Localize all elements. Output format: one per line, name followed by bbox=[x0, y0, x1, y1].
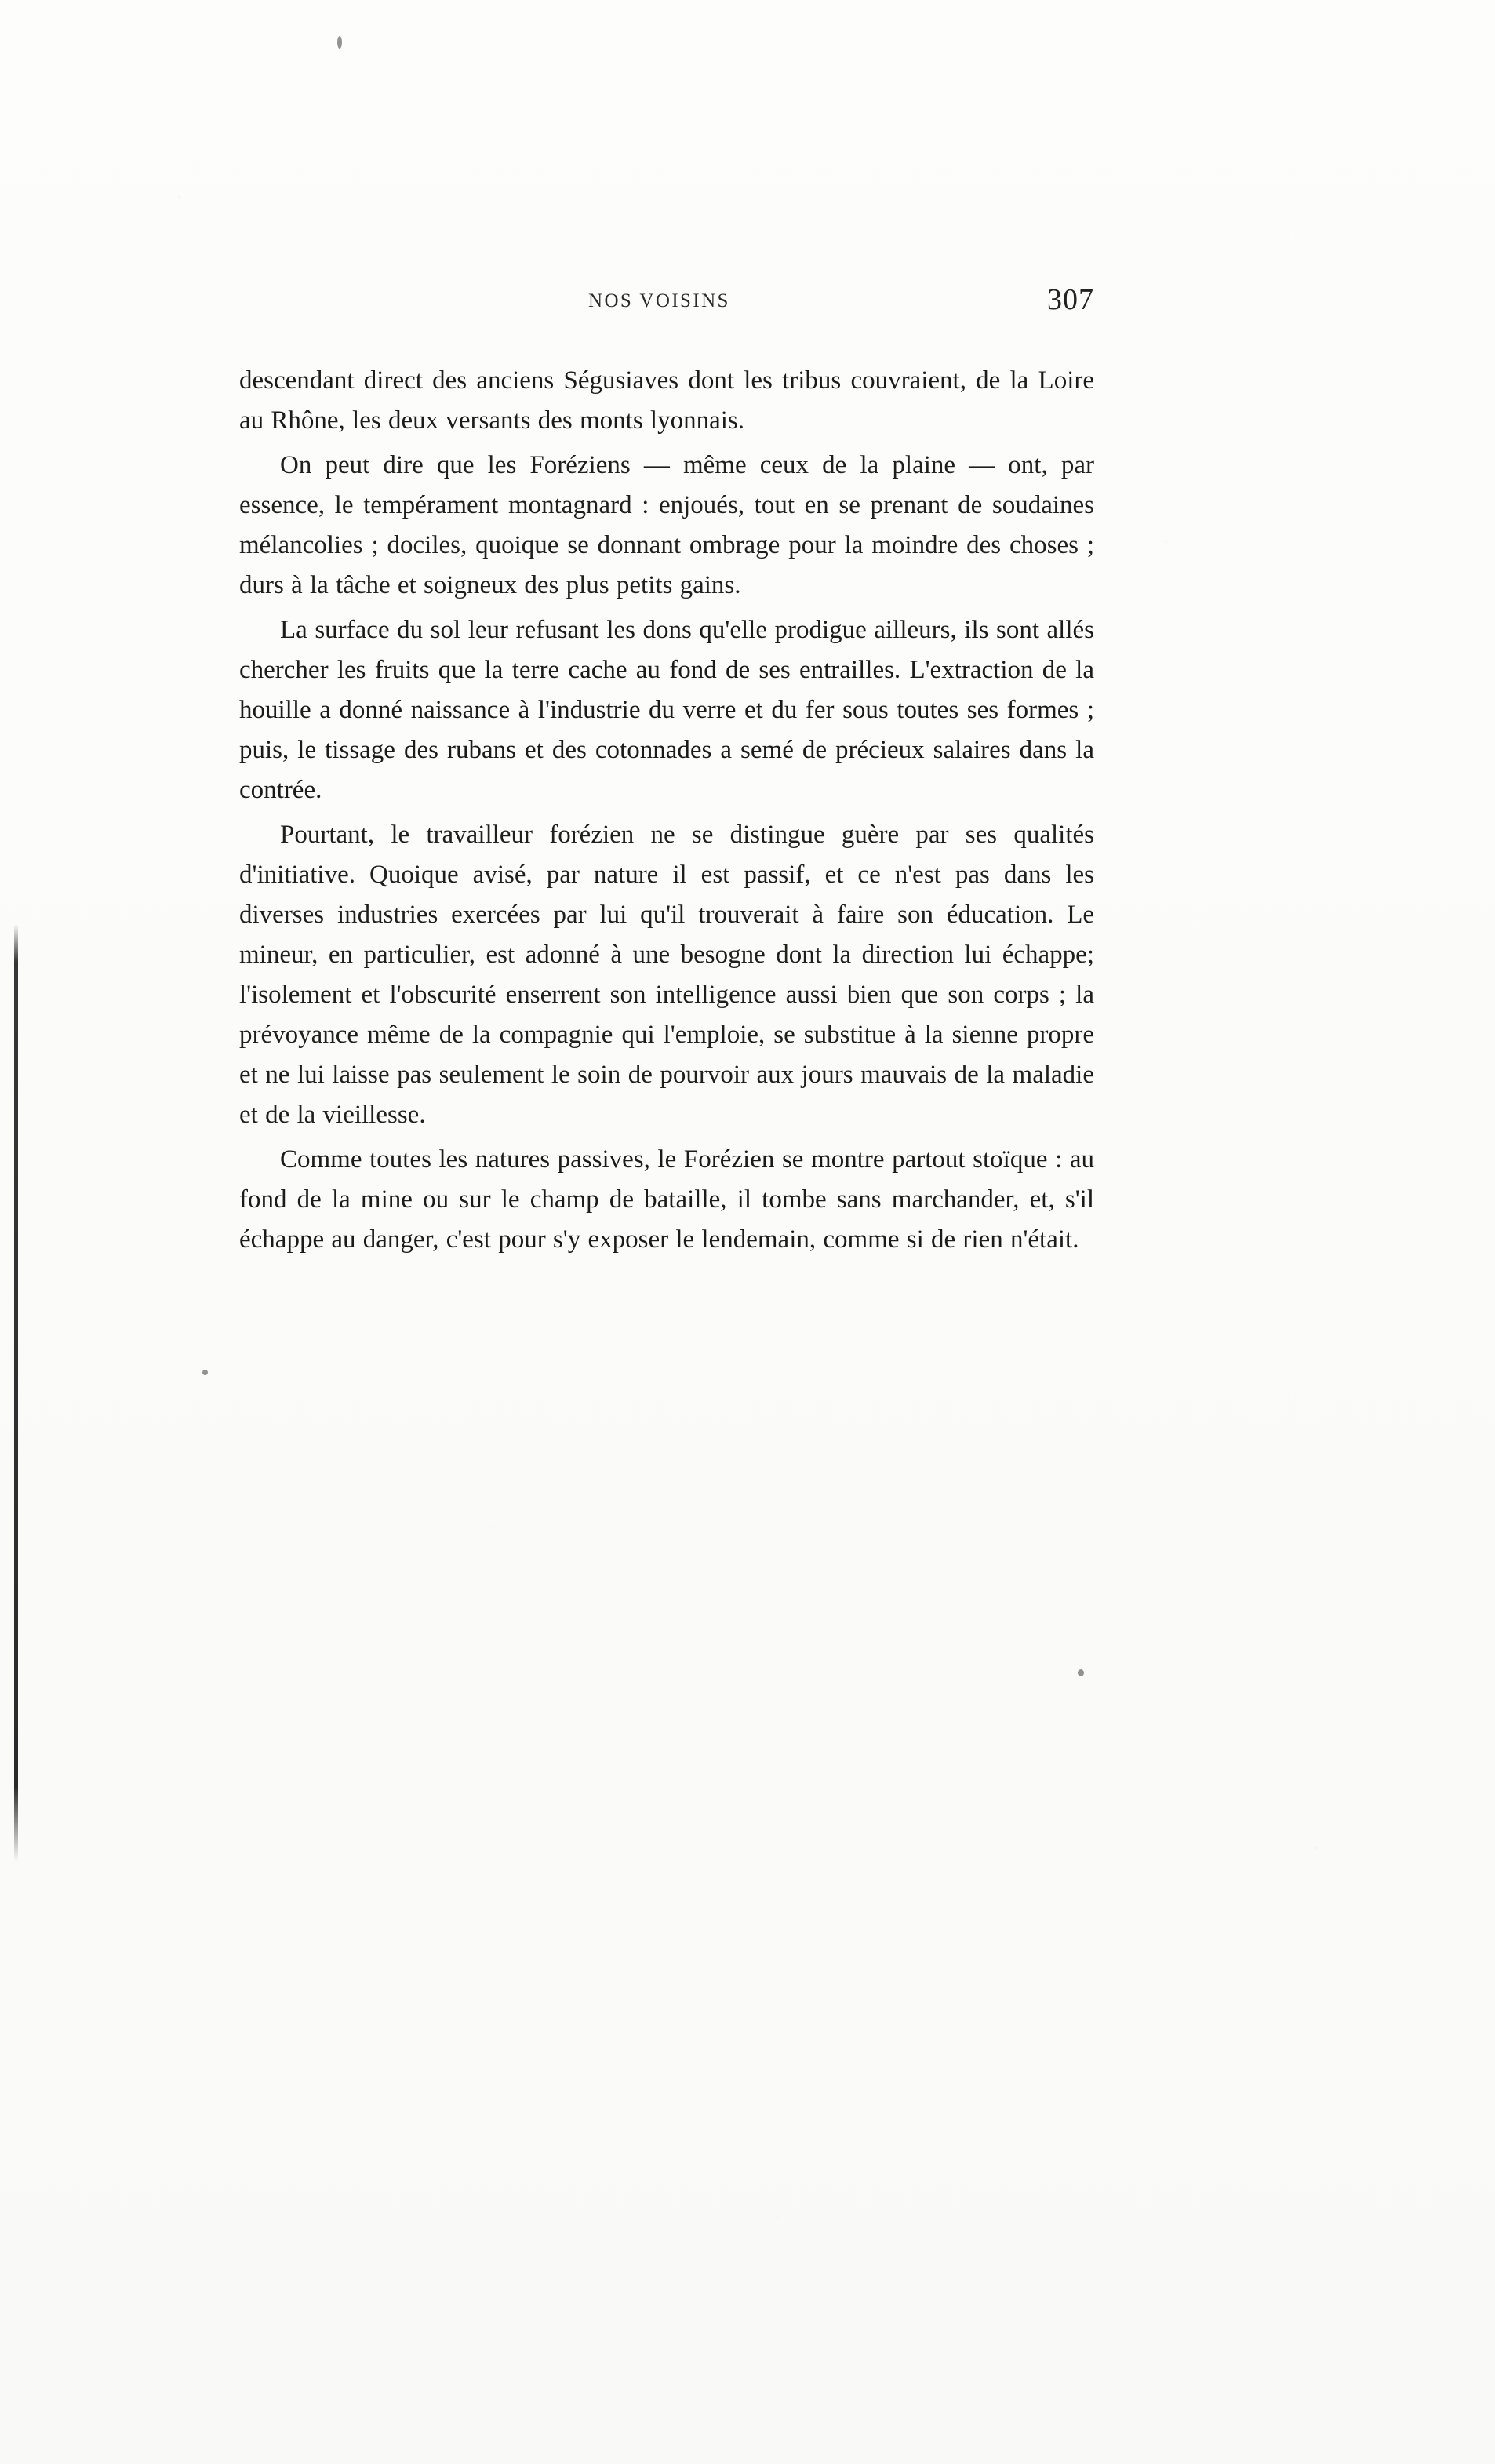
paragraph: Comme toutes les natures passives, le Forézien se montre partout stoïque : au fond de la mine ou sur le champ de bataille, il tombe sans marchander, et, s'il échappe au danger, c'est pour s'y exposer le lendemain, comme si de rien n'était. bbox=[239, 1145, 1094, 1254]
scan-speck bbox=[202, 1370, 208, 1375]
running-head bbox=[239, 283, 1094, 337]
scan-speck bbox=[337, 36, 342, 49]
paragraph: La surface du sol leur refusant les dons qu'elle prodigue ailleurs, ils sont allés chercher les fruits que la terre cache au fond de ses entrailles. L'extraction de la houille a donné naissance à l'industrie du verre et du fer sous toutes ses formes ; puis, le tissage des rubans et des cotonnades a semé de précieux salaires dans la contrée. bbox=[239, 616, 1094, 804]
running-head-title: NOS VOISINS bbox=[588, 290, 730, 311]
paragraph: On peut dire que les Foréziens — même ceux de la plaine — ont, par essence, le tempérament montagnard : enjoués, tout en se prenant de soudaines mélancolies ; dociles, quoique se donnant ombrage pour la moindre des choses ; durs à la tâche et soigneux des plus petits gains. bbox=[239, 451, 1094, 599]
scan-speck bbox=[1078, 1669, 1084, 1676]
text-column bbox=[239, 283, 1094, 1265]
book-binding-edge bbox=[14, 924, 18, 1862]
paragraph: Pourtant, le travailleur forézien ne se distingue guère par ses qualités d'initiative. Quoique avisé, par nature il est passif, et ce n'est pas dans les diverses industries exercées par lui qu'il trouverait à faire son éducation. Le mineur, en particulier, est adonné à une besogne dont la direction lui échappe; l'isolement et l'obscurité enserrent son intelligence aussi bien que son corps ; la prévoyance même de la compagnie qui l'emploie, se substitue à la sienne propre et ne lui laisse pas seulement le soin de pourvoir aux jours mauvais de la maladie et de la vieillesse. bbox=[239, 821, 1094, 1129]
page-number: 307 bbox=[1047, 283, 1094, 316]
paragraph: descendant direct des anciens Ségusiaves dont les tribus couvraient, de la Loire au Rhône, les deux versants des monts lyonnais. bbox=[239, 366, 1094, 435]
